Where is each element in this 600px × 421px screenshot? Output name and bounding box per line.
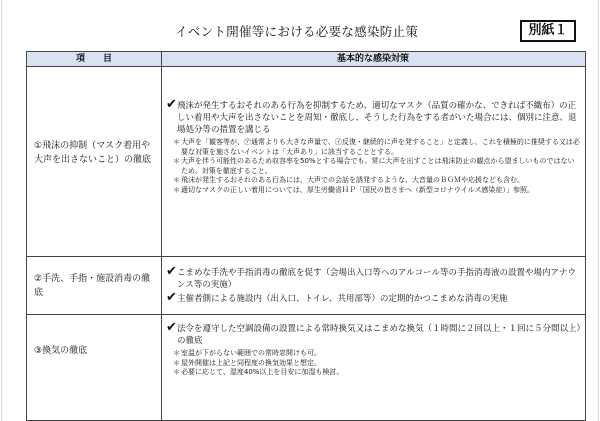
measure-item <box>166 97 581 136</box>
measure-text: 法令を遵守した空調設備の設置による常時換気又はこまめな換気（１時間に２回以上・１回に５分間以上）の徹底 <box>177 324 581 346</box>
note-text: 室温が下がらない範囲での常時窓開けも可。 <box>181 349 321 357</box>
table-row <box>166 320 581 378</box>
measure-item <box>166 320 581 347</box>
note-item <box>167 349 581 359</box>
column-header-measures: 基本的な感染対策 <box>336 54 409 64</box>
bullet-icon: ＊ <box>173 349 180 357</box>
page-edge-left <box>1 0 2 421</box>
bullet-icon: ＊ <box>173 185 180 194</box>
note-item <box>167 186 581 196</box>
page-title: イベント開催等における必要な感染防止策 <box>175 24 419 39</box>
measure-text: 主催者側による施設内（出入口、トイレ、共用部等）の定期的かつこまめな消毒の実施 <box>177 294 508 304</box>
note-item <box>167 157 581 176</box>
note-text: 屋外開催は上記と同程度の換気効果と想定。 <box>181 358 321 367</box>
bullet-icon: ＊ <box>173 358 180 367</box>
note-text: 適切なマスクの正しい着用については、厚生労働省ＨＰ「国民の皆さまへ（新型コロナウイルス感染症）」参照。 <box>181 185 534 194</box>
table-header <box>27 52 585 67</box>
bullet-icon: ＊ <box>173 176 180 184</box>
check-mark-icon: ✔ <box>166 320 177 335</box>
item-ventilation: ③換気の徹底 <box>34 346 88 356</box>
column-divider <box>161 52 162 420</box>
note-item <box>167 138 581 157</box>
note-text: 必要に応じて、湿度40%以上を目安に加湿も検討。 <box>181 368 344 376</box>
measure-text: 飛沫が発生するおそれのある行為を抑制するため、適切なマスク（品質の確かな、できれば不織布）の正しい着用や大声を出さないことを周知・徹底し、そうした行為をする者がいた場合には、個別に注意、退場処分等の措置を講じる <box>177 101 577 135</box>
note-text: 飛沫が発生するおそれのある行為には、大声での会話を誘発するような、大音量のＢＧＭや応援なども含む。 <box>181 176 524 184</box>
row-divider <box>27 256 585 257</box>
check-mark-icon: ✔ <box>166 290 177 305</box>
note-text: 大声を「観客等が、㋐通常よりも大きな声量で、㋑反復・継続的に声を発すること」と定義し、これを積極的に推奨する又は必要な対策を施さないイベントは「大声あり」に該当することとする。 <box>181 138 580 156</box>
note-item <box>167 359 581 369</box>
bullet-icon: ＊ <box>173 138 180 146</box>
note-item <box>167 176 581 186</box>
measure-item <box>166 290 581 305</box>
page-edge-right <box>598 0 599 421</box>
measure-text: こまめな手洗や手指消毒の徹底を促す（会場出入口等へのアルコール等の手指消毒液の設置や場内アナウンス等の実施） <box>177 268 576 290</box>
row-divider <box>27 314 585 315</box>
measures-table <box>26 51 586 421</box>
column-header-item: 項 目 <box>75 54 112 64</box>
bullet-icon: ＊ <box>173 368 180 376</box>
measure-item <box>166 264 581 291</box>
table-row <box>166 97 581 195</box>
check-mark-icon: ✔ <box>166 264 177 279</box>
appendix-badge: 別紙１ <box>520 20 576 42</box>
check-mark-icon: ✔ <box>166 97 177 112</box>
table-row <box>166 264 581 305</box>
item-hand-washing: ②手洗、手指・施設消毒の徹底 <box>34 274 151 298</box>
bullet-icon: ＊ <box>173 157 180 165</box>
item-droplet-suppression: ①飛沫の抑制（マスク着用や大声を出さないこと）の徹底 <box>34 141 152 165</box>
note-item <box>167 368 581 378</box>
note-text: 大声を伴う可能性のあるため収容率を50%とする場合でも、常に大声を出すことは飛沫防止の観点から望ましいものではないため、対策を徹底すること。 <box>181 157 575 175</box>
